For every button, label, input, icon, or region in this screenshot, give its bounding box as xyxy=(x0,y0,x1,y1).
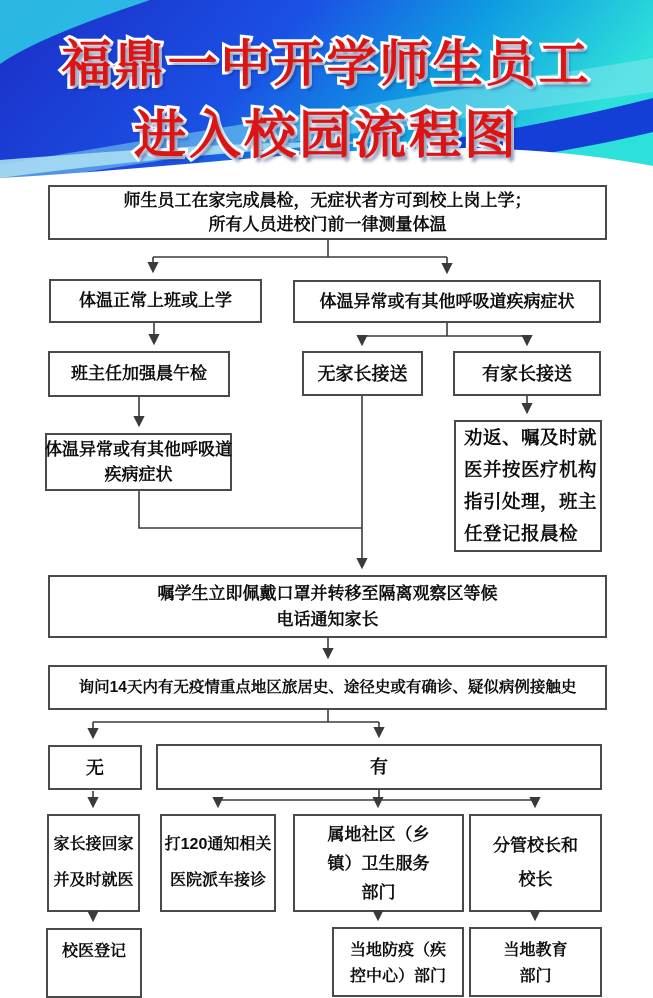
box-line: 指引处理，班主 xyxy=(464,491,598,512)
flow-box-vice-principal xyxy=(469,814,602,912)
box-line: 校医登记 xyxy=(61,943,126,960)
box-line: 医并按医疗机构 xyxy=(464,459,598,480)
box-line: 部门 xyxy=(519,968,552,985)
box-line: 有家长接送 xyxy=(482,363,572,384)
box-line: 并及时就医 xyxy=(53,872,134,889)
box-line: 打120通知相关 xyxy=(164,836,272,853)
box-line: 控中心）部门 xyxy=(349,968,446,985)
box-line: 部门 xyxy=(361,882,396,902)
flow-box-ask-history xyxy=(48,665,607,710)
flow-box-no-history xyxy=(48,745,142,790)
poster-title-line-2: 进入校园流程图 xyxy=(133,107,519,165)
flow-box-parent-take-home xyxy=(47,814,140,912)
flow-box-mask-isolate xyxy=(48,575,607,638)
flow-box-local-epidemic xyxy=(332,927,464,997)
box-line: 无家长接送 xyxy=(317,363,408,384)
box-line: 劝返、嘱及时就 xyxy=(464,427,598,448)
box-line: 校长 xyxy=(518,870,553,889)
poster-header xyxy=(0,0,653,188)
box-line: 师生员工在家完成晨检，无症状者方可到校上岗上学； xyxy=(123,190,532,210)
box-line: 当地防疫（疾 xyxy=(349,942,446,959)
flow-box-parent-pickup xyxy=(453,351,601,396)
flow-box-temp-normal xyxy=(49,279,262,323)
flow-box-call-120 xyxy=(160,814,276,912)
box-line: 无 xyxy=(86,757,104,778)
box-line: 家长接回家 xyxy=(53,836,134,853)
flow-box-temp-abnormal xyxy=(293,280,601,323)
box-line: 体温正常上班或上学 xyxy=(79,291,232,310)
flow-box-head-teacher-check xyxy=(48,351,230,397)
box-line: 体温异常或有其他呼吸道疾病症状 xyxy=(319,291,575,311)
box-line: 嘱学生立即佩戴口罩并转移至隔离观察区等候 xyxy=(157,583,498,603)
flow-box-community-health xyxy=(293,814,464,912)
flow-box-school-doctor-register xyxy=(46,928,142,998)
box-line: 镇）卫生服务 xyxy=(327,853,430,873)
flow-box-no-parent-pickup xyxy=(302,351,423,396)
box-line: 分管校长和 xyxy=(493,836,578,855)
box-line: 当地教育 xyxy=(503,942,568,959)
box-line: 询问14天内有无疫情重点地区旅居史、途径史或有确诊、疑似病例接触史 xyxy=(78,678,577,696)
box-line: 电话通知家长 xyxy=(276,609,379,629)
flow-box-abnormal-found xyxy=(45,433,232,491)
poster-title-line-1: 福鼎一中开学师生员工 xyxy=(61,36,592,92)
box-line: 班主任加强晨午检 xyxy=(71,364,207,383)
box-line: 疾病症状 xyxy=(104,465,173,484)
flow-box-local-education xyxy=(469,927,602,997)
flow-box-has-history xyxy=(156,744,602,790)
box-line: 医院派车接诊 xyxy=(169,872,266,889)
box-line: 任登记报晨检 xyxy=(464,523,579,544)
box-line: 有 xyxy=(370,757,388,777)
box-line: 所有人员进校门前一律测量体温 xyxy=(208,214,447,234)
flow-box-persuade-return xyxy=(454,420,602,552)
flow-box-home-check xyxy=(48,185,607,240)
box-line: 体温异常或有其他呼吸道 xyxy=(45,440,232,459)
box-line: 属地社区（乡 xyxy=(327,824,430,844)
